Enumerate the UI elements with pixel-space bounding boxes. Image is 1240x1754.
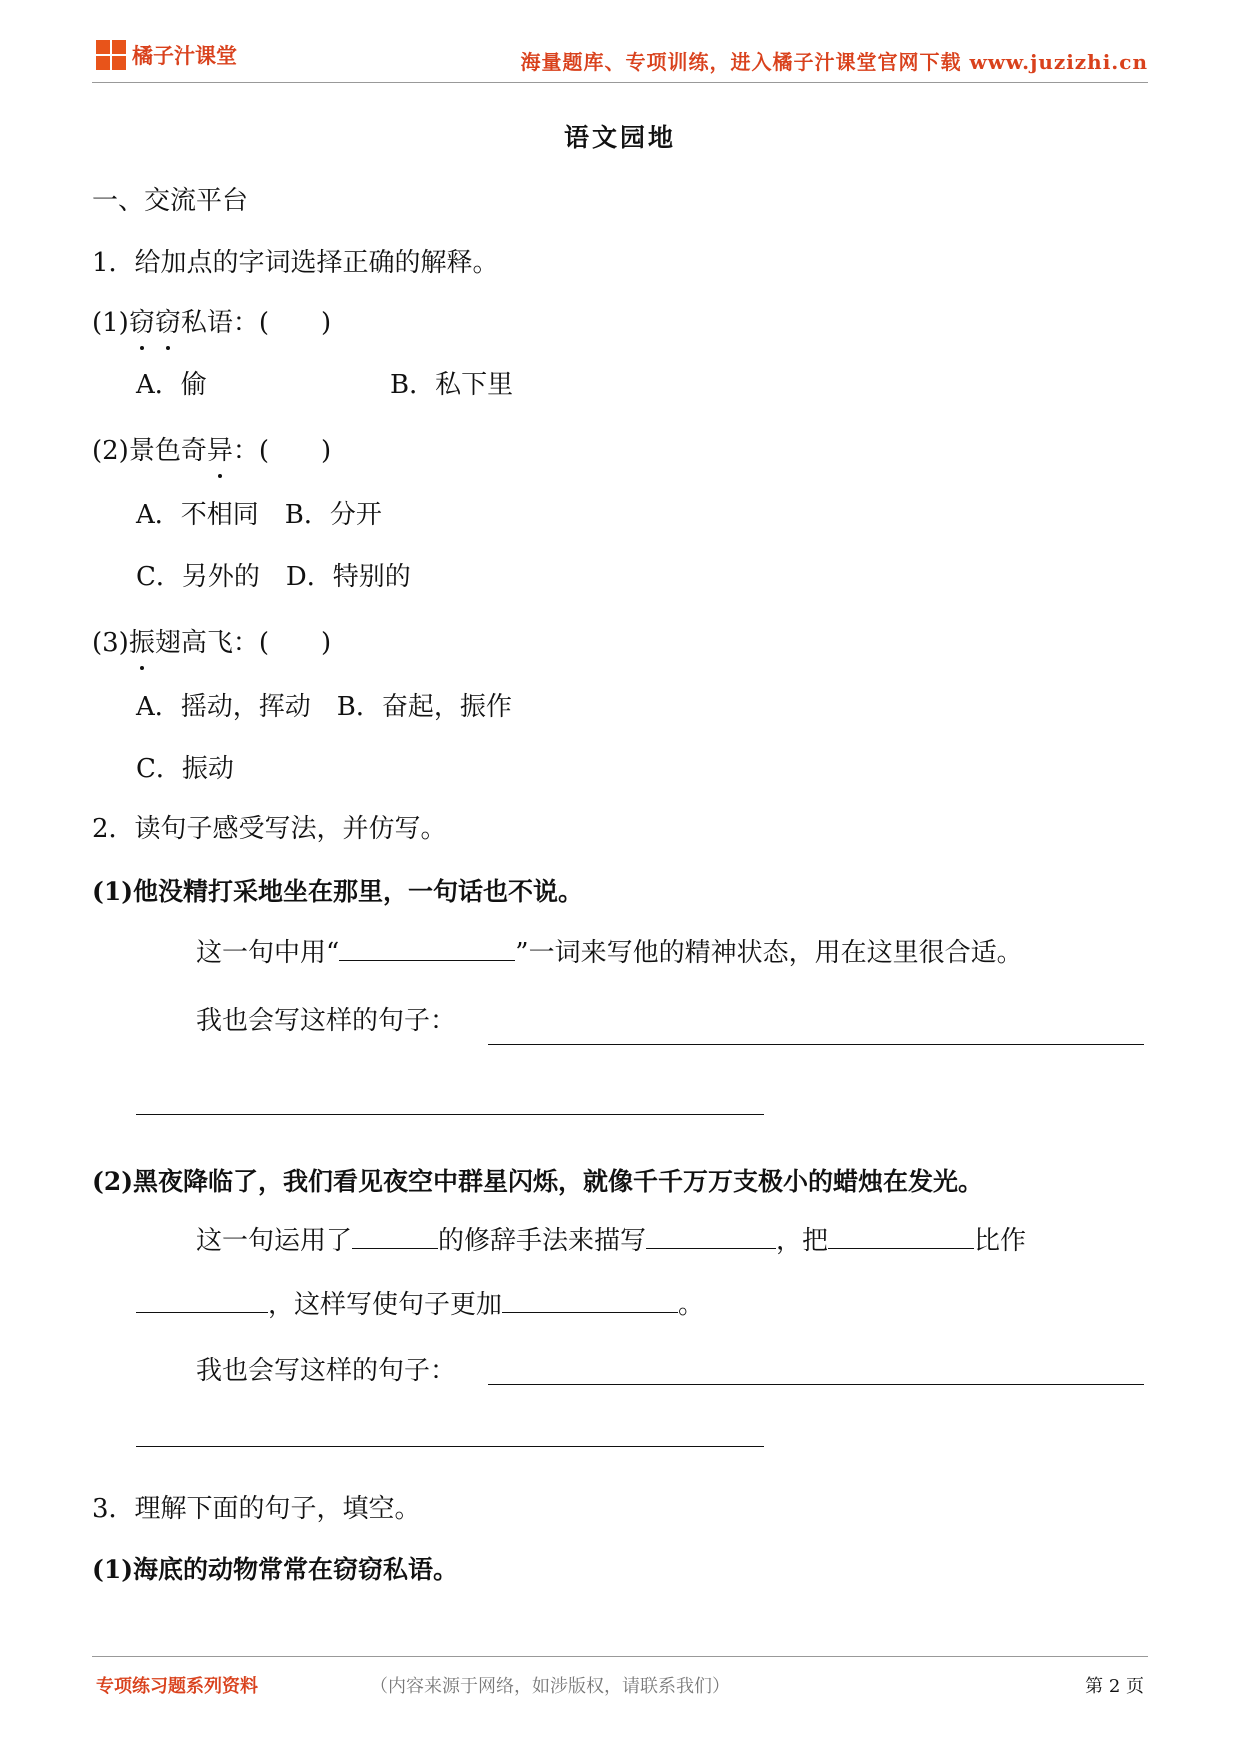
q1-sub2-options-row2: C．另外的 D．特别的 [136, 562, 411, 592]
sub-rest: ：( ) [232, 436, 332, 466]
fill-text: 。 [678, 1290, 705, 1320]
q2-sub1-imitate-label: 我也会写这样的句子： [196, 1006, 457, 1036]
fill-text: ，把 [776, 1226, 829, 1256]
answer-blank[interactable] [352, 1221, 438, 1249]
q2-sub2-fill-line2 [136, 1284, 704, 1321]
q1-sub2-options-row1: A．不相同 B．分开 [136, 500, 382, 530]
footer-copyright-note: （内容来源于网络，如涉版权，请联系我们） [370, 1676, 730, 1697]
sub-rest: 翅高飞：( ) [154, 628, 332, 658]
answer-line[interactable] [488, 1044, 1144, 1045]
fill-text: 比作 [974, 1226, 1027, 1256]
q2-sub1-sentence: (1)他没精打采地坐在那里，一句话也不说。 [92, 877, 584, 906]
q2-sub2-fill-line1 [196, 1220, 1026, 1257]
dotted-char: 异 [206, 436, 233, 466]
answer-blank[interactable] [502, 1285, 678, 1313]
dotted-char: 窃 [128, 308, 155, 338]
sub-rest: 私语：( ) [180, 308, 332, 338]
answer-blank[interactable] [339, 933, 515, 961]
answer-line[interactable] [488, 1384, 1144, 1385]
q1-sub1-option-b: B．私下里 [390, 370, 514, 400]
fill-text: 的修辞手法来描写 [438, 1226, 647, 1256]
dotted-char: 振 [128, 628, 155, 658]
answer-line[interactable] [136, 1446, 764, 1447]
q2-sub2-sentence: (2)黑夜降临了，我们看见夜空中群星闪烁，就像千千万万支极小的蜡烛在发光。 [92, 1167, 984, 1196]
q1-sub3 [92, 622, 331, 659]
fill-text: 这一句中用“ [196, 938, 340, 968]
sub-prefix: (3) [92, 628, 129, 658]
q1-sub1-option-a: A．偷 [136, 370, 207, 400]
q1-sub1 [92, 302, 331, 339]
question-3-stem: 3．理解下面的句子，填空。 [92, 1494, 421, 1524]
page-number [1085, 1672, 1144, 1698]
q1-sub2 [92, 430, 331, 467]
q1-sub3-options-row1: A．摇动，挥动 B．奋起，振作 [136, 692, 512, 722]
sub-prefix: (1) [92, 308, 129, 338]
section-heading: 一、交流平台 [92, 186, 249, 216]
page-title: 语文园地 [563, 123, 676, 152]
fill-text: ”一词来写他的精神状态，用在这里很合适。 [515, 938, 1023, 968]
header-tagline: 海量题库、专项训练，进入橘子汁课堂官网下载 www.juzizhi.cn [520, 50, 1148, 74]
question-1-stem: 1．给加点的字词选择正确的解释。 [92, 248, 499, 278]
q2-sub2-imitate-label: 我也会写这样的句子： [196, 1356, 457, 1386]
page-prefix: 第 [1085, 1676, 1104, 1697]
answer-line[interactable] [136, 1114, 764, 1115]
footer-series-label: 专项练习题系列资料 [96, 1676, 258, 1697]
answer-blank[interactable] [646, 1221, 776, 1249]
q3-sub1-sentence: (1)海底的动物常常在窃窃私语。 [92, 1555, 459, 1584]
fill-text: ，这样写使句子更加 [268, 1290, 503, 1320]
dotted-char: 窃 [154, 308, 181, 338]
fill-text: 这一句运用了 [196, 1226, 353, 1256]
page-suffix: 页 [1126, 1676, 1144, 1697]
sub-prefix: (2)景色奇 [92, 436, 207, 466]
site-logo [96, 40, 237, 70]
q1-sub3-options-row2: C．振动 [136, 754, 234, 784]
orange-logo-icon [96, 40, 126, 70]
page-num: 2 [1108, 1676, 1121, 1697]
logo-text: 橘子汁课堂 [132, 44, 237, 68]
question-2-stem: 2．读句子感受写法，并仿写。 [92, 814, 447, 844]
answer-blank[interactable] [136, 1285, 268, 1313]
header-divider [92, 82, 1148, 83]
footer-divider [92, 1656, 1148, 1657]
answer-blank[interactable] [828, 1221, 974, 1249]
q2-sub1-fill [196, 932, 1023, 969]
